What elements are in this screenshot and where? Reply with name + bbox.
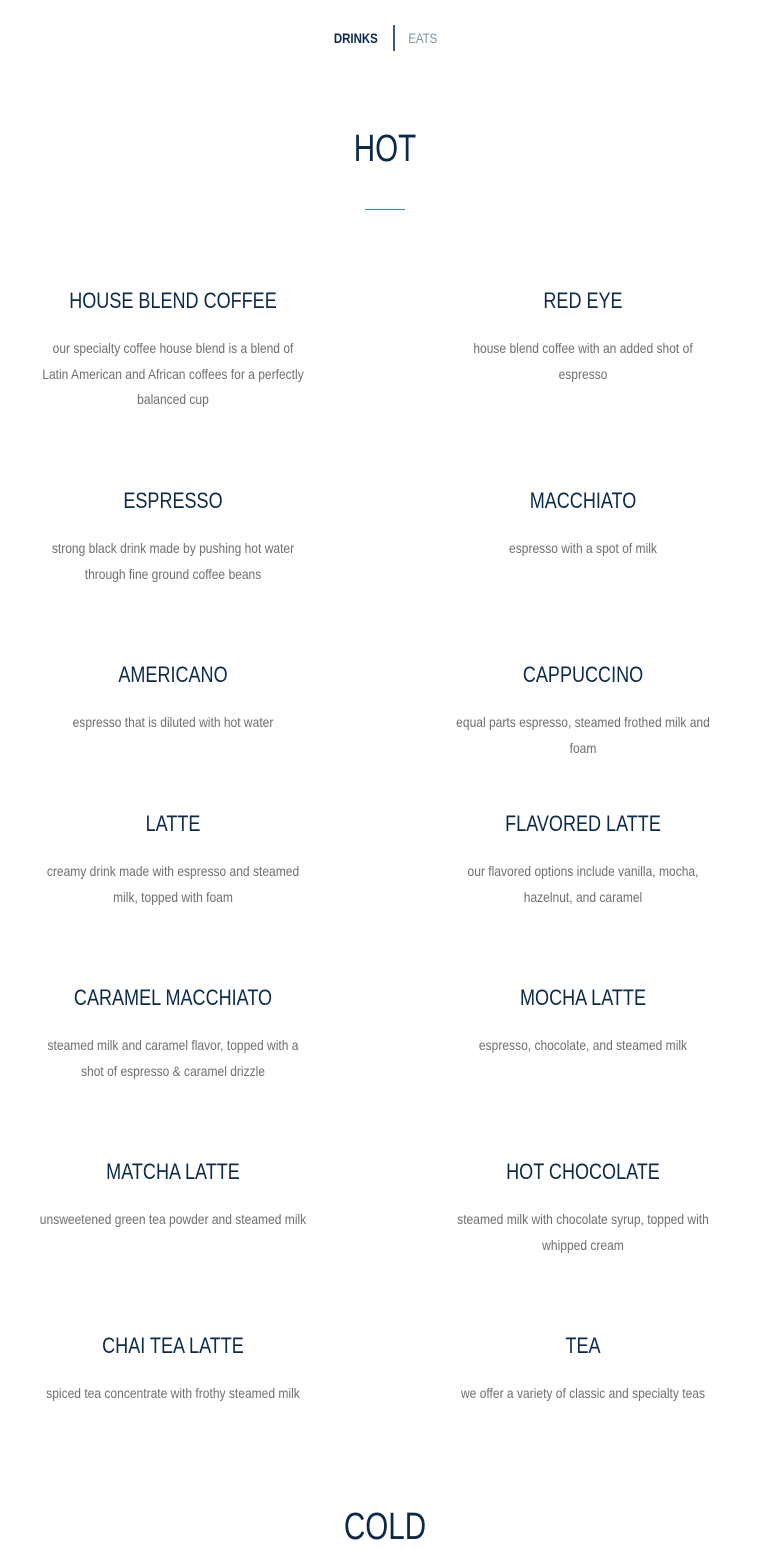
menu-item-name: FLAVORED LATTE <box>505 811 661 836</box>
menu-item <box>18 811 328 910</box>
menu-item-name: RED EYE <box>543 288 623 313</box>
menu-item-name: AMERICANO <box>118 662 228 687</box>
menu-item-description: equal parts espresso, steamed frothed milk and foam <box>456 714 710 756</box>
nav-divider <box>393 25 395 51</box>
menu-item <box>428 811 738 910</box>
menu-item-description: strong black drink made by pushing hot water through fine ground coffee beans <box>51 540 295 582</box>
section-title-divider <box>365 209 405 210</box>
menu-item <box>18 985 328 1084</box>
menu-item-name: MATCHA LATTE <box>106 1159 240 1184</box>
menu-item-description: espresso that is diluted with hot water <box>72 714 274 730</box>
menu-item <box>428 288 738 387</box>
menu-item-name: CHAI TEA LATTE <box>102 1333 244 1358</box>
menu-item-name: MACCHIATO <box>529 488 637 513</box>
menu-item-description: steamed milk with chocolate syrup, topped with whipped cream <box>457 1211 709 1253</box>
menu-item-description: spiced tea concentrate with frothy steamed milk <box>46 1385 300 1401</box>
menu-item-name: CARAMEL MACCHIATO <box>73 985 273 1010</box>
menu-item-name: HOUSE BLEND COFFEE <box>69 288 277 313</box>
menu-item <box>428 1159 738 1258</box>
section-title-cold: COLD <box>343 1506 427 1548</box>
menu-item <box>428 985 738 1059</box>
menu-item <box>428 662 738 761</box>
menu-item-name: MOCHA LATTE <box>520 985 646 1010</box>
menu-item <box>18 1159 328 1233</box>
menu-item-description: unsweetened green tea powder and steamed milk <box>39 1211 307 1227</box>
menu-item-name: HOT CHOCOLATE <box>506 1159 660 1184</box>
menu-item-description: steamed milk and caramel flavor, topped with a shot of espresso & caramel drizzle <box>47 1037 299 1079</box>
menu-item-description: our specialty coffee house blend is a blend of Latin American and African coffees for a perfectly balanced cup <box>42 340 304 407</box>
menu-item-name: LATTE <box>145 811 201 836</box>
menu-item-description: we offer a variety of classic and specialty teas <box>460 1385 706 1401</box>
nav-link-eats[interactable]: EATS <box>408 30 438 46</box>
menu-item <box>428 488 738 562</box>
menu-item <box>428 1333 738 1407</box>
menu-item-description: espresso, chocolate, and steamed milk <box>478 1037 688 1053</box>
menu-item <box>18 1333 328 1407</box>
menu-item-description: espresso with a spot of milk <box>509 540 657 556</box>
menu-item-description: creamy drink made with espresso and steamed milk, topped with foam <box>46 863 300 905</box>
section-title-hot: HOT <box>353 128 417 170</box>
menu-item-name: CAPPUCCINO <box>522 662 644 687</box>
menu-item-name: TEA <box>565 1333 601 1358</box>
menu-item-description: our flavored options include vanilla, mocha, hazelnut, and caramel <box>467 863 699 905</box>
menu-item-description: house blend coffee with an added shot of espresso <box>473 340 693 382</box>
nav-link-drinks[interactable]: DRINKS <box>334 30 379 46</box>
menu-item <box>18 662 328 736</box>
menu-category-nav <box>0 24 770 52</box>
menu-item <box>18 288 328 413</box>
menu-item-name: ESPRESSO <box>123 488 223 513</box>
menu-item <box>18 488 328 587</box>
